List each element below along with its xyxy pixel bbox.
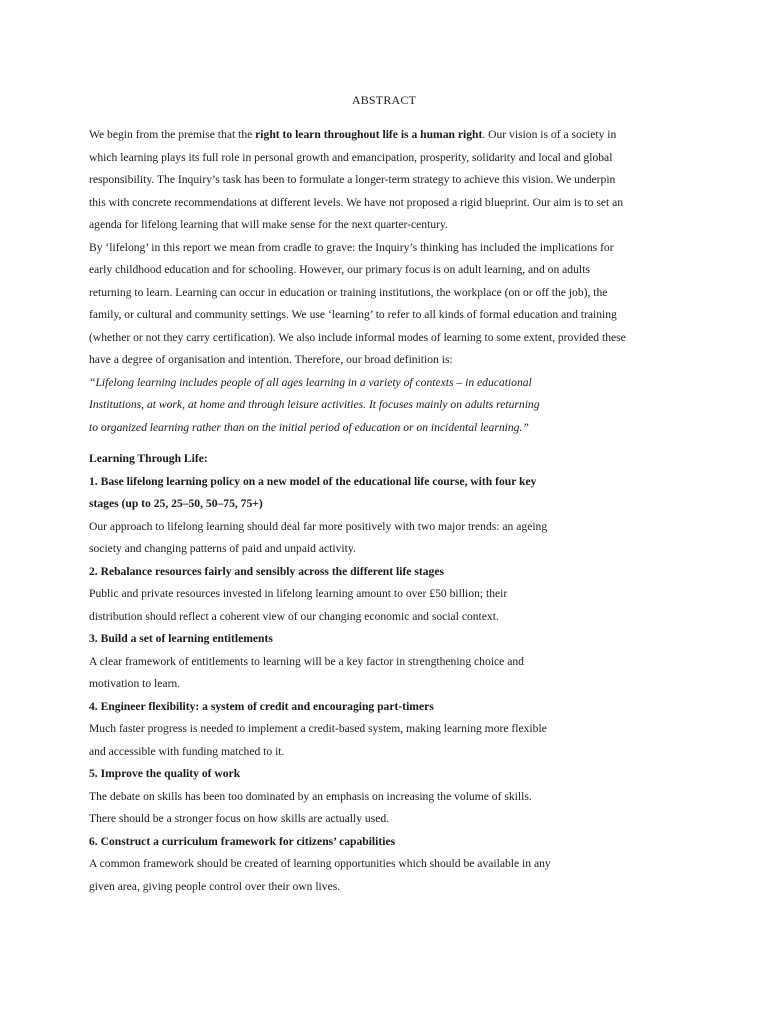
item-3-text: A clear framework of entitlements to learning will be a key factor in strengthening choice and	[89, 654, 524, 668]
item-1-text: Our approach to lifelong learning should deal far more positively with two major trends: an ageing	[89, 519, 548, 533]
item-1-heading: 1. Base lifelong learning policy on a new model of the educational life course, with four key	[89, 474, 537, 488]
section-heading: Learning Through Life:	[89, 452, 208, 465]
intro-line-5: agenda for lifelong learning that will make sense for the next quarter-century.	[89, 218, 448, 231]
item-2-heading: 2. Rebalance resources fairly and sensibly across the different life stages	[89, 564, 444, 578]
item-5-text-cont: There should be a stronger focus on how skills are actually used.	[89, 812, 390, 825]
definition-line-5: (whether or not they carry certification). We also include informal modes of learning to some extent, provided these	[89, 330, 626, 344]
item-2-text-cont: distribution should reflect a coherent view of our changing economic and social context.	[89, 609, 499, 623]
item-6-text: A common framework should be created of learning opportunities which should be available in any	[89, 857, 551, 870]
definition-line-1: By ‘lifelong’ in this report we mean from cradle to grave: the Inquiry’s thinking has included the implications for	[89, 240, 614, 254]
item-3-text-cont: motivation to learn.	[89, 677, 181, 690]
item-1-heading-cont: stages (up to 25, 25–50, 50–75, 75+)	[89, 497, 263, 510]
quote-line-1: “Lifelong learning includes people of all ages learning in a variety of contexts – in educational	[89, 375, 532, 389]
item-1-text-cont: society and changing patterns of paid and unpaid activity.	[89, 542, 356, 555]
page-title: ABSTRACT	[351, 93, 417, 107]
item-4-heading: 4. Engineer flexibility: a system of credit and encouraging part-timers	[89, 699, 434, 713]
definition-line-3: returning to learn. Learning can occur in education or training institutions, the workplace (on or off the job), the	[89, 285, 608, 299]
intro-text: We begin from the premise that the	[89, 128, 256, 141]
intro-line-4: this with concrete recommendations at different levels. We have not proposed a rigid blueprint. Our aim is to set an	[89, 195, 624, 209]
intro-text: . Our vision is of a society in	[482, 128, 617, 141]
item-4-text-cont: and accessible with funding matched to it.	[89, 744, 285, 758]
definition-line-6: have a degree of organisation and intention. Therefore, our broad definition is:	[89, 353, 453, 366]
item-3-heading: 3. Build a set of learning entitlements	[89, 632, 273, 645]
spacer	[89, 439, 689, 448]
intro-line-3: responsibility. The Inquiry’s task has been to formulate a longer-term strategy to achieve this vision. We underpin	[89, 173, 616, 186]
document-body	[89, 124, 689, 898]
intro-line-2: which learning plays its full role in personal growth and emancipation, prosperity, solidarity and local and global	[89, 150, 613, 164]
quote-line-2: Institutions, at work, at home and through leisure activities. It focuses mainly on adults returning	[89, 398, 540, 411]
item-6-text-cont: given area, giving people control over their own lives.	[89, 879, 341, 893]
intro-emphasis: right to learn throughout life is a human right	[255, 128, 483, 141]
item-5-text: The debate on skills has been too dominated by an emphasis on increasing the volume of skills.	[89, 789, 532, 803]
item-2-text: Public and private resources invested in lifelong learning amount to over £50 billion; their	[89, 587, 508, 600]
item-4-text: Much faster progress is needed to implement a credit-based system, making learning more flexible	[89, 722, 547, 735]
definition-line-4: family, or cultural and community settings. We use ‘learning’ to refer to all kinds of formal education and training	[89, 308, 617, 321]
intro-line-1	[89, 124, 689, 147]
item-5-heading: 5. Improve the quality of work	[89, 767, 241, 780]
quote-line-3: to organized learning rather than on the initial period of education or on incidental learning.”	[89, 420, 529, 434]
item-6-heading: 6. Construct a curriculum framework for citizens’ capabilities	[89, 834, 396, 848]
definition-line-2: early childhood education and for schooling. However, our primary focus is on adult learning, and on adults	[89, 263, 590, 276]
